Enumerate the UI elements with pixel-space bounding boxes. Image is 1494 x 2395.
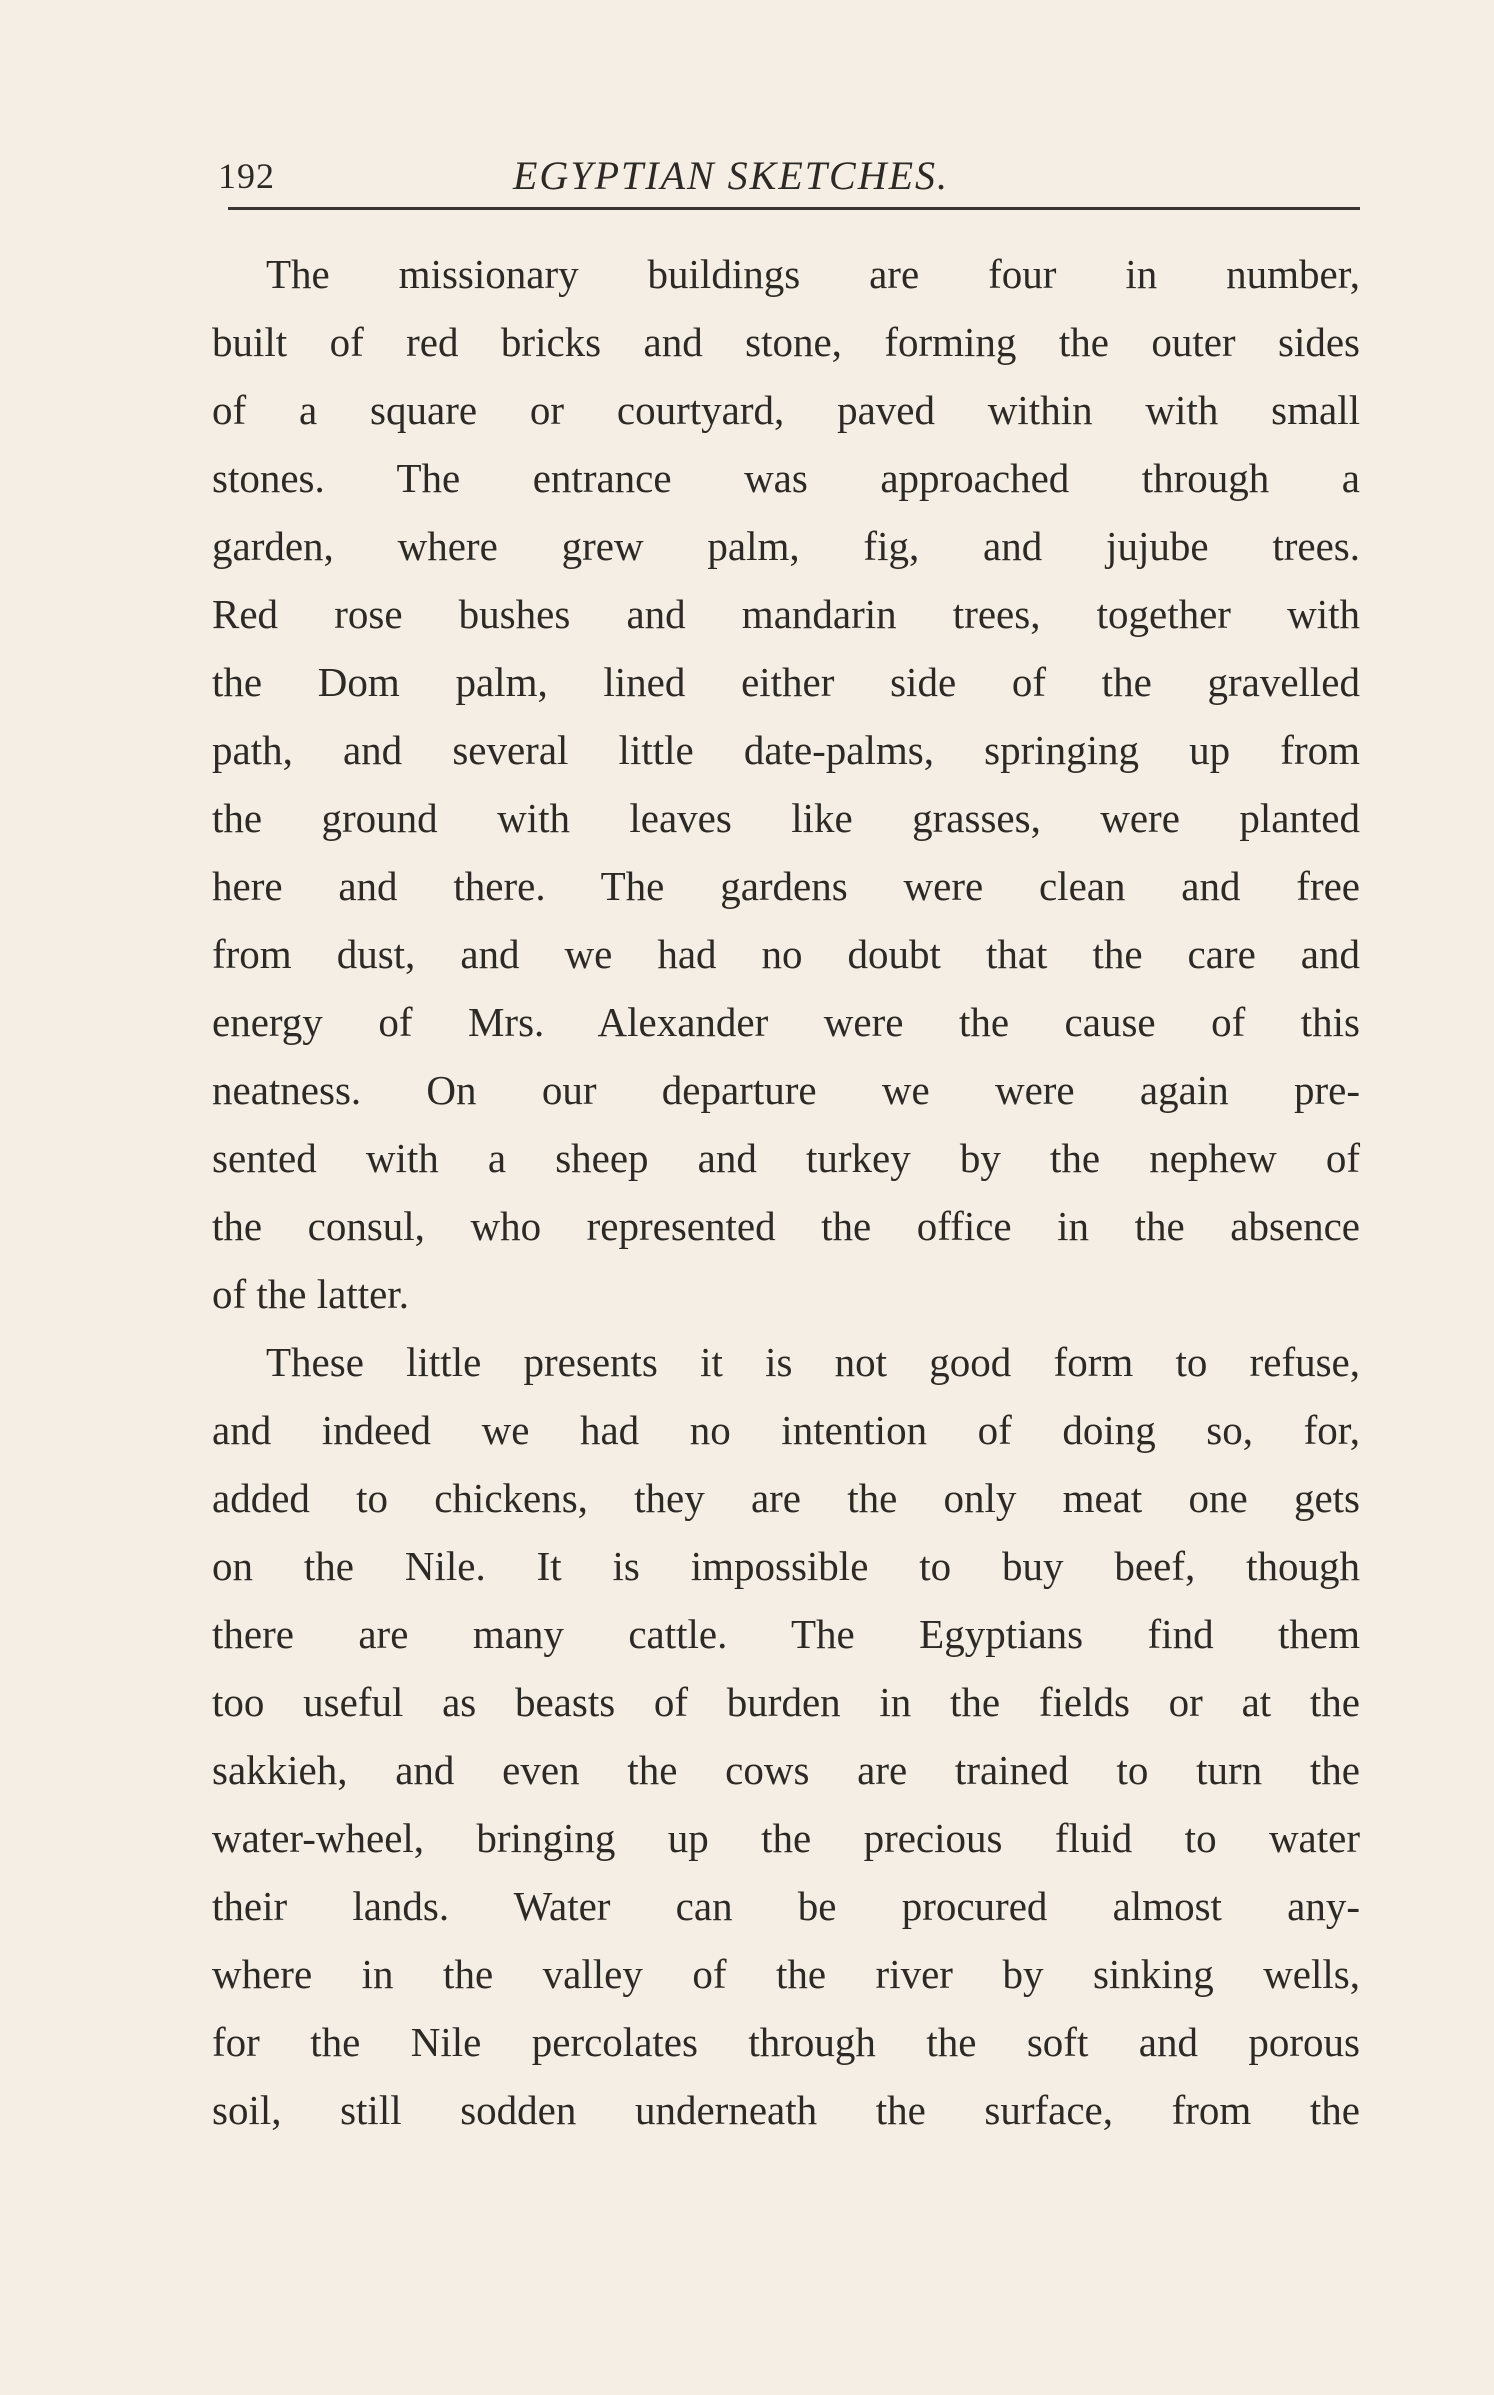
page-number: 192 (218, 156, 275, 196)
text-line: Red rose bushes and mandarin trees, together with (212, 591, 1360, 637)
paragraph-2 (212, 1328, 1360, 2144)
text-line: built of red bricks and stone, forming the outer sides (212, 319, 1360, 365)
text-line: added to chickens, they are the only meat one gets (212, 1475, 1360, 1521)
text-line: These little presents it is not good form to refuse, (266, 1339, 1360, 1385)
text-line: from dust, and we had no doubt that the care and (212, 931, 1360, 977)
text-line: their lands. Water can be procured almost any- (212, 1883, 1360, 1929)
text-line: of a square or courtyard, paved within with small (212, 387, 1360, 433)
text-line: too useful as beasts of burden in the fields or at the (212, 1679, 1360, 1725)
text-line: the Dom palm, lined either side of the gravelled (212, 659, 1360, 705)
text-line: where in the valley of the river by sinking wells, (212, 1951, 1360, 1997)
paragraph-1 (212, 240, 1360, 1328)
text-line: stones. The entrance was approached through a (212, 455, 1360, 501)
text-line: the ground with leaves like grasses, were planted (212, 795, 1360, 841)
text-line: of the latter. (212, 1271, 409, 1317)
text-line: sakkieh, and even the cows are trained to turn the (212, 1747, 1360, 1793)
text-line: neatness. On our departure we were again pre- (212, 1067, 1360, 1113)
body-text (212, 240, 1360, 2144)
text-line: there are many cattle. The Egyptians find them (212, 1611, 1360, 1657)
text-line: The missionary buildings are four in number, (266, 251, 1360, 297)
text-line: energy of Mrs. Alexander were the cause of this (212, 999, 1360, 1045)
text-line: path, and several little date-palms, springing up from (212, 727, 1360, 773)
running-title: EGYPTIAN SKETCHES. (513, 153, 950, 198)
text-line: the consul, who represented the office in the absence (212, 1203, 1360, 1249)
text-line: and indeed we had no intention of doing so, for, (212, 1407, 1360, 1453)
text-line: water-wheel, bringing up the precious fluid to water (212, 1815, 1360, 1861)
text-line: here and there. The gardens were clean and free (212, 863, 1360, 909)
text-line: garden, where grew palm, fig, and jujube trees. (212, 523, 1360, 569)
text-line: sented with a sheep and turkey by the nephew of (212, 1135, 1360, 1181)
text-line: for the Nile percolates through the soft and porous (212, 2019, 1360, 2065)
header-rule (228, 207, 1360, 210)
text-line: on the Nile. It is impossible to buy beef, though (212, 1543, 1360, 1589)
text-line: soil, still sodden underneath the surface, from the (212, 2087, 1360, 2133)
running-head (218, 150, 1358, 210)
